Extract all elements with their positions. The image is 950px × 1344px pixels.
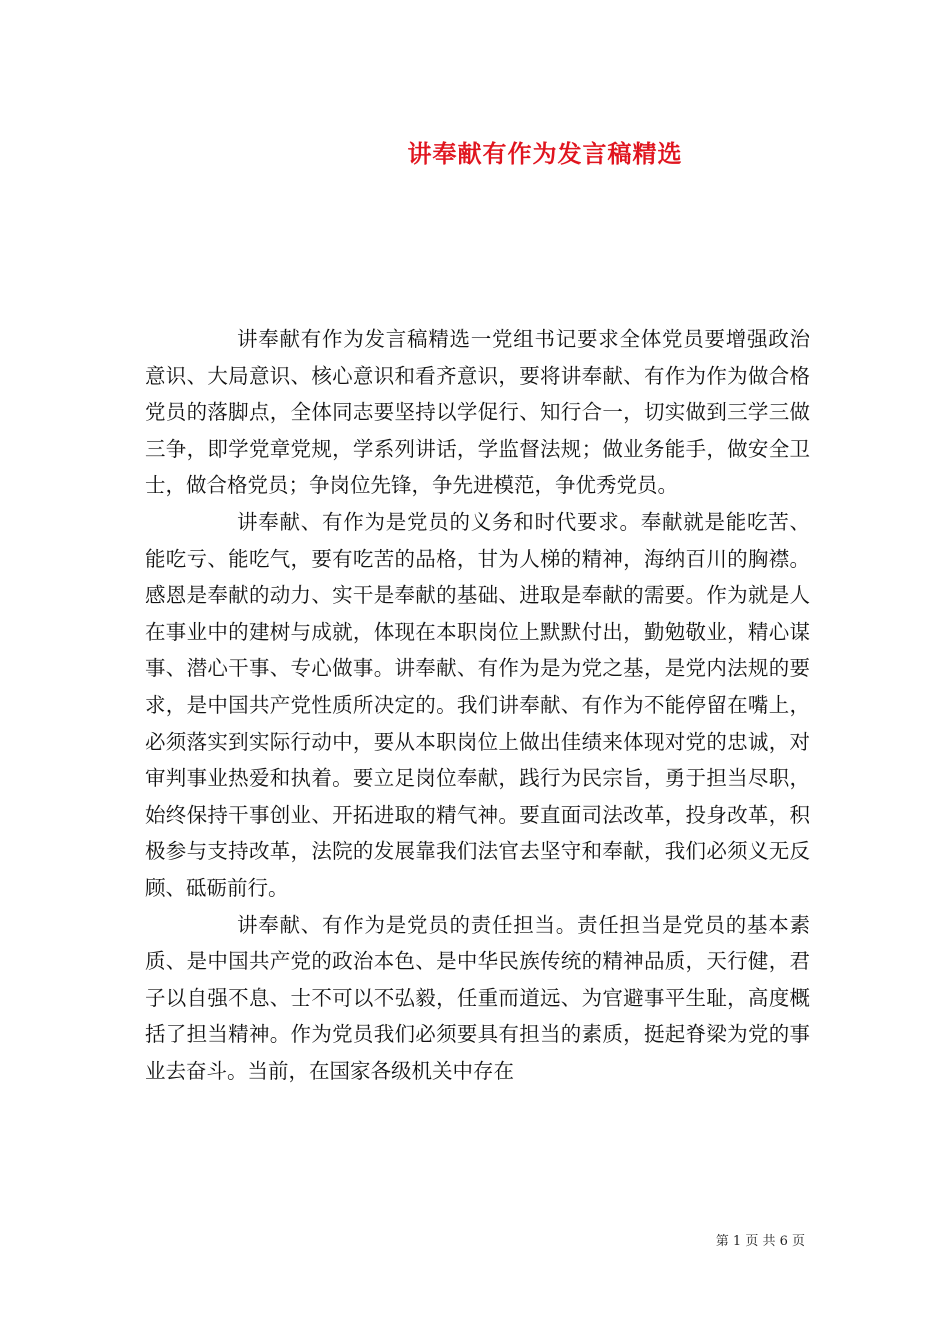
document-title: 讲奉献有作为发言稿精选 [407,139,683,168]
paragraph-1: 讲奉献有作为发言稿精选一党组书记要求全体党员要增强政治意识、大局意识、核心意识和看齐意识，要将讲奉献、有作为作为做合格党员的落脚点，全体同志要坚持以学促行、知行合一，切实做到三学三做三争，即学党章党规，学系列讲话，学监督法规；做业务能手，做安全卫士，做合格党员；争岗位先锋，争先进模范，争优秀党员。 [145,327,810,498]
paragraph-3: 讲奉献、有作为是党员的责任担当。责任担当是党员的基本素质、是中国共产党的政治本色、是中华民族传统的精神品质，天行健，君子以自强不息、士不可以不弘毅，任重而道远、为官避事平生耻，高度概括了担当精神。作为党员我们必须要具有担当的素质，挺起脊梁为党的事业去奋斗。当前，在国家各级机关中存在 [145,912,810,1083]
paragraph-2: 讲奉献、有作为是党员的义务和时代要求。奉献就是能吃苦、能吃亏、能吃气，要有吃苦的品格，甘为人梯的精神，海纳百川的胸襟。感恩是奉献的动力、实干是奉献的基础、进取是奉献的需要。作为就是人在事业中的建树与成就，体现在本职岗位上默默付出，勤勉敬业，精心谋事、潜心干事、专心做事。讲奉献、有作为是为党之基，是党内法规的要求，是中国共产党性质所决定的。我们讲奉献、有作为不能停留在嘴上，必须落实到实际行动中，要从本职岗位上做出佳绩来体现对党的忠诚，对审判事业热爱和执着。要立足岗位奉献，践行为民宗旨，勇于担当尽职，始终保持干事创业、开拓进取的精气神。要直面司法改革，投身改革，积极参与支持改革，法院的发展靠我们法官去坚守和奉献，我们必须义无反顾、砥砺前行。 [145,509,810,900]
page-number-footer: 第 1 页 共 6 页 [715,1234,805,1249]
document-body [145,321,810,1089]
